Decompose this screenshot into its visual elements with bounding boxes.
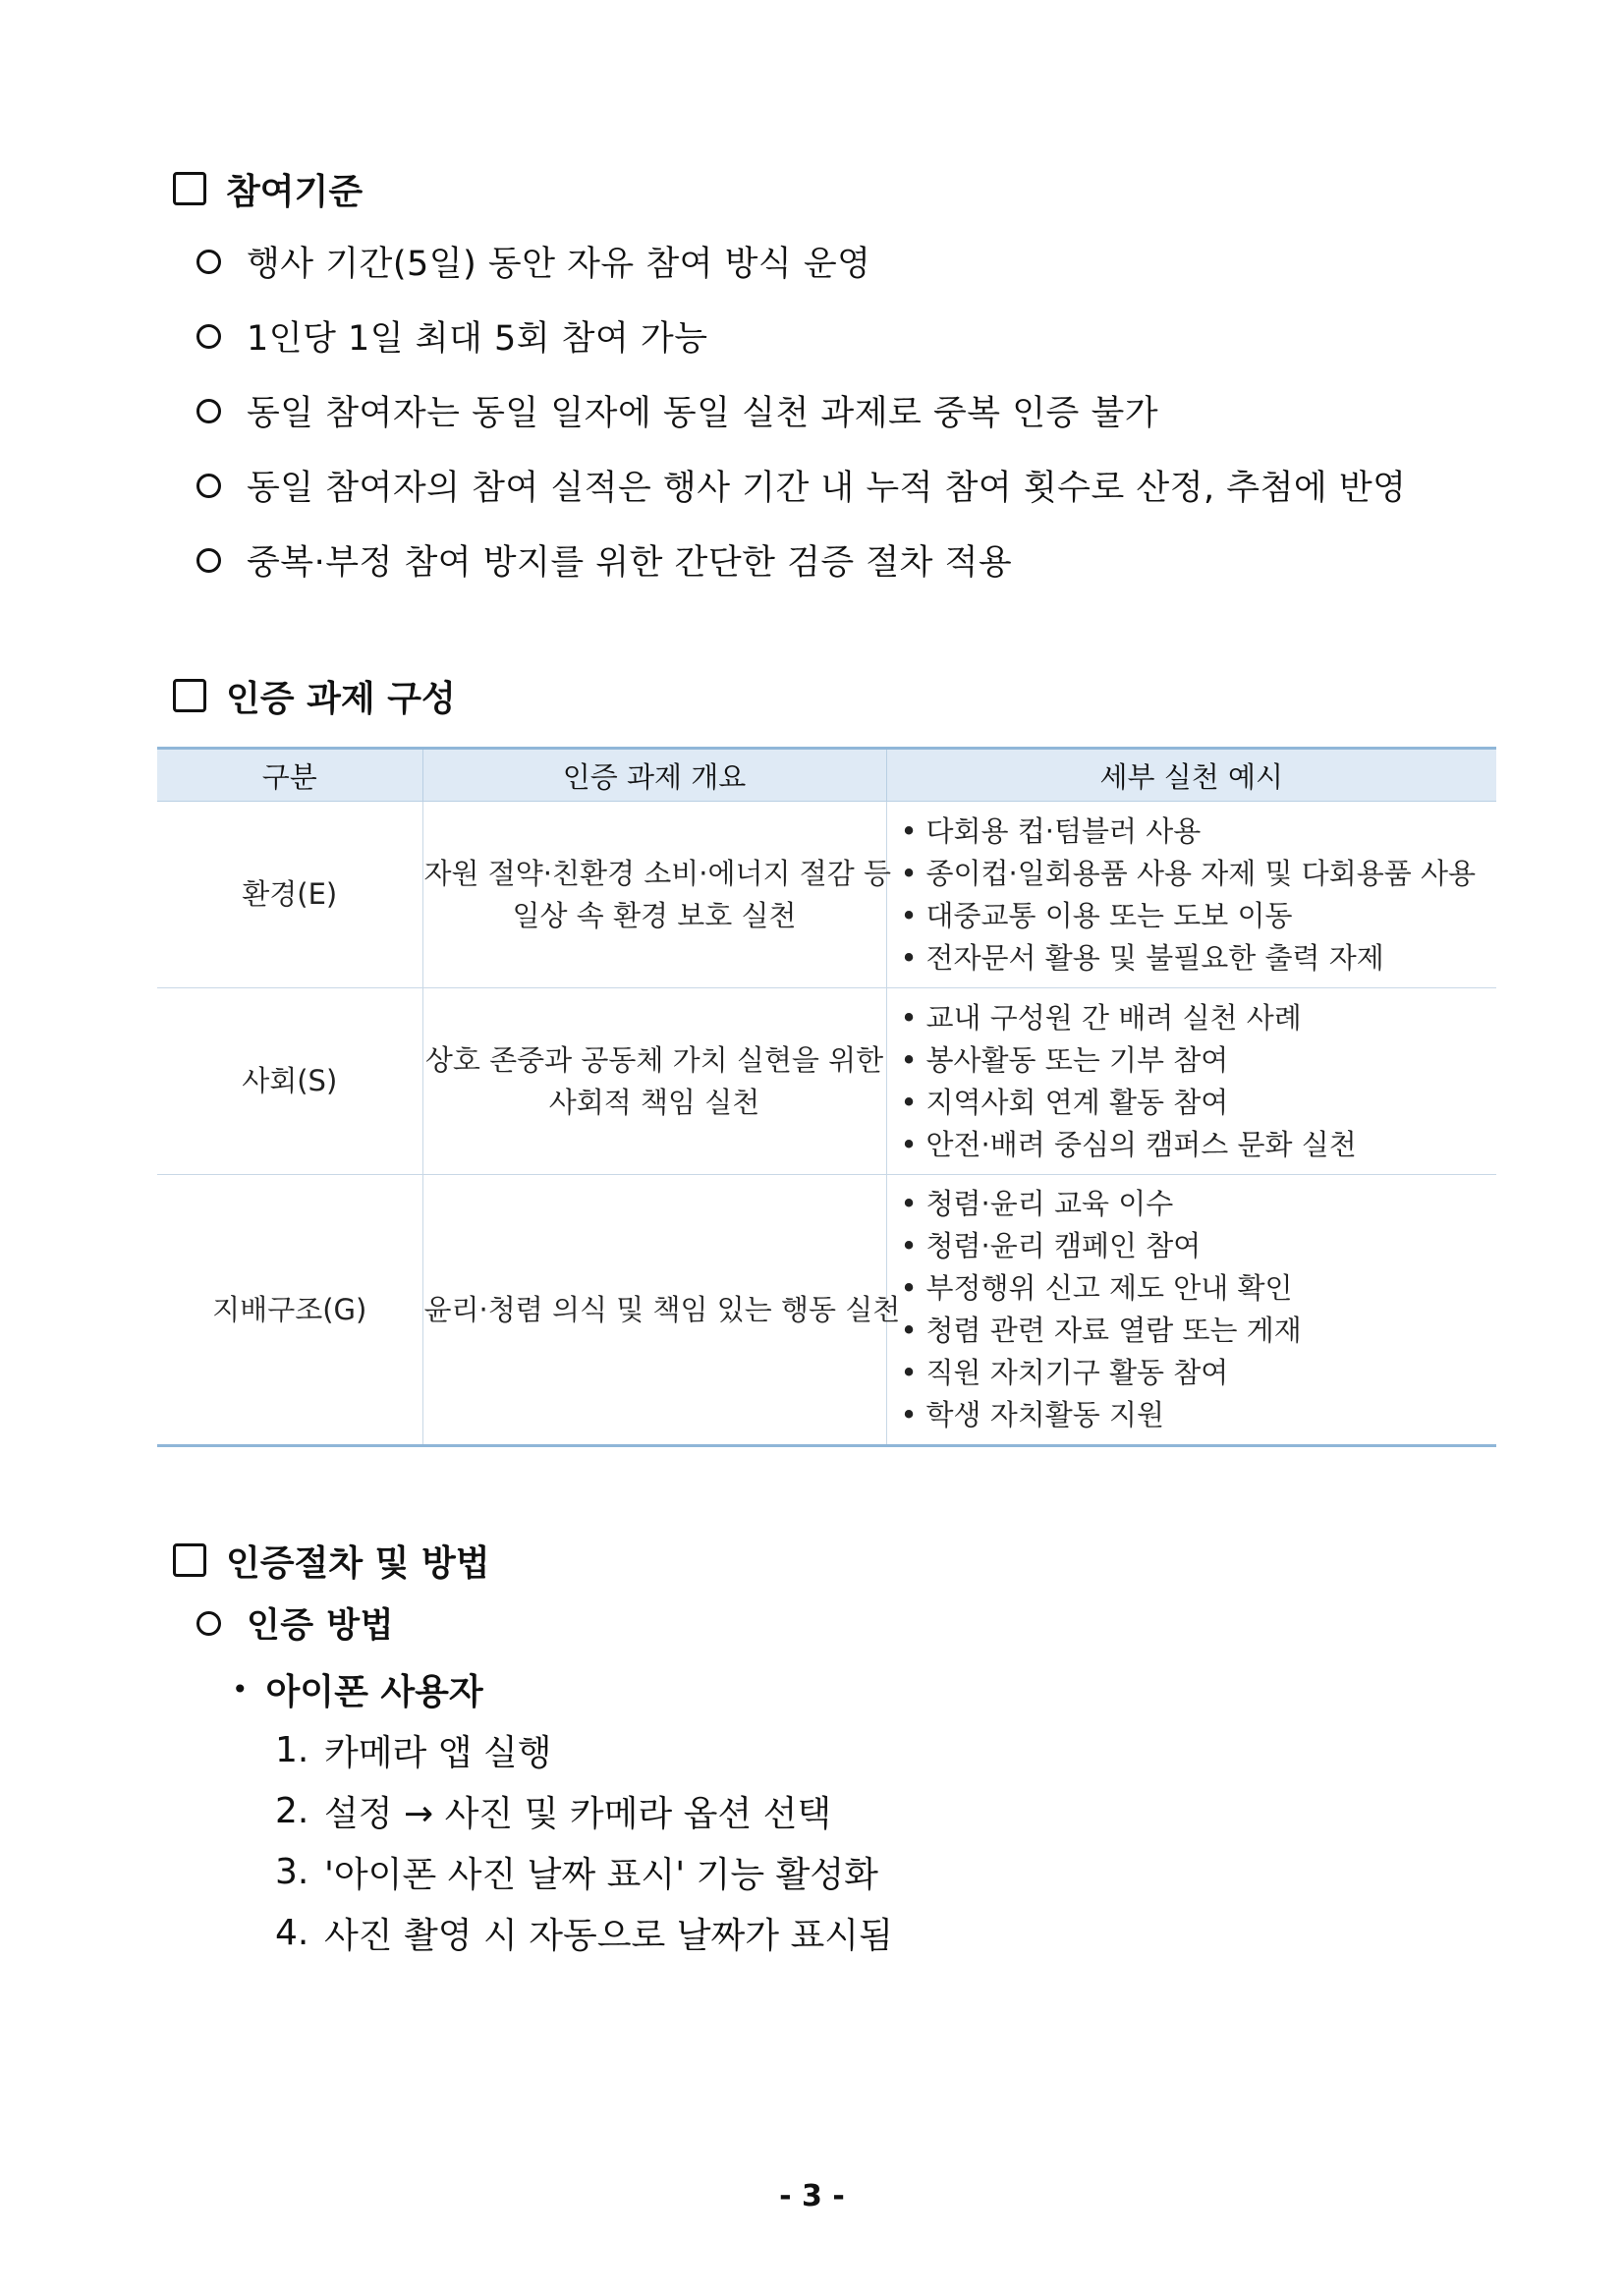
cell-category: 지배구조(G) (157, 1175, 422, 1446)
page-number: - 3 - (779, 2179, 845, 2213)
list-item: 행사 기간(5일) 동안 자유 참여 방식 운영 (173, 224, 1406, 299)
cell-examples: • 교내 구성원 간 배려 실천 사례 • 봉사활동 또는 기부 참여 • 지역사회 연계 활동 참여 • 안전·배려 중심의 캠퍼스 문화 실천 (886, 988, 1496, 1175)
tasks-table (157, 747, 1496, 1447)
list-item: 중복·부정 참여 방지를 위한 간단한 검증 절차 적용 (173, 523, 1406, 597)
procedure-title: 인증절차 및 방법 (226, 1542, 490, 1584)
step-item: 1. 카메라 앱 실행 (275, 1729, 552, 1773)
cell-category: 사회(S) (157, 988, 422, 1175)
tasks-heading (173, 668, 456, 723)
circle-bullet-icon (196, 324, 221, 349)
circle-bullet-icon (196, 548, 221, 573)
cell-examples: • 다회용 컵·텀블러 사용 • 종이컵·일회용품 사용 자제 및 다회용품 사용 • 대중교통 이용 또는 도보 이동 • 전자문서 활용 및 불필요한 출력 자제 (886, 802, 1496, 988)
step-item: 2. 설정 → 사진 및 카메라 옵션 선택 (275, 1790, 832, 1834)
criteria-title: 참여기준 (226, 171, 364, 212)
table-row (157, 802, 1496, 988)
table-row (157, 1175, 1496, 1446)
header-examples: 세부 실천 예시 (886, 749, 1496, 802)
user-type-item: • 아이폰 사용자 (232, 1671, 483, 1712)
procedure-section (173, 1533, 893, 1963)
cell-summary: 상호 존중과 공동체 가치 실현을 위한 사회적 책임 실천 (422, 988, 886, 1175)
bullet-dot-icon: • (232, 1672, 249, 1706)
step-item: 3. '아이폰 사진 날짜 표시' 기능 활성화 (275, 1851, 878, 1895)
table-header-row (157, 749, 1496, 802)
list-item: 1인당 1일 최대 5회 참여 가능 (173, 299, 1406, 373)
circle-bullet-icon (196, 250, 221, 274)
criteria-heading (173, 161, 1406, 216)
circle-bullet-icon (196, 474, 221, 498)
checkbox-square-icon (173, 1543, 206, 1577)
cell-examples: • 청렴·윤리 교육 이수 • 청렴·윤리 캠페인 참여 • 부정행위 신고 제도 안내 확인 • 청렴 관련 자료 열람 또는 게재 • 직원 자치기구 활동 참여 • 학생 자치활동 지원 (886, 1175, 1496, 1446)
criteria-section (173, 161, 1406, 597)
checkbox-square-icon (173, 679, 206, 712)
method-heading: 인증 방법 (173, 1588, 893, 1658)
list-item: 동일 참여자의 참여 실적은 행사 기간 내 누적 참여 횟수로 산정, 추첨에 반영 (173, 448, 1406, 523)
step-item: 4. 사진 촬영 시 자동으로 날짜가 표시됨 (275, 1912, 893, 1956)
cell-summary: 자원 절약·친환경 소비·에너지 절감 등 일상 속 환경 보호 실천 (422, 802, 886, 988)
tasks-title: 인증 과제 구성 (226, 678, 456, 719)
list-item: 동일 참여자는 동일 일자에 동일 실천 과제로 중복 인증 불가 (173, 373, 1406, 448)
table-row (157, 988, 1496, 1175)
procedure-heading (173, 1533, 893, 1588)
header-category: 구분 (157, 749, 422, 802)
cell-summary: 윤리·청렴 의식 및 책임 있는 행동 실천 (422, 1175, 886, 1446)
checkbox-square-icon (173, 172, 206, 205)
cell-category: 환경(E) (157, 802, 422, 988)
header-summary: 인증 과제 개요 (422, 749, 886, 802)
circle-bullet-icon (196, 399, 221, 423)
criteria-list (173, 224, 1406, 597)
tasks-section (173, 668, 456, 723)
circle-bullet-icon (196, 1611, 221, 1636)
